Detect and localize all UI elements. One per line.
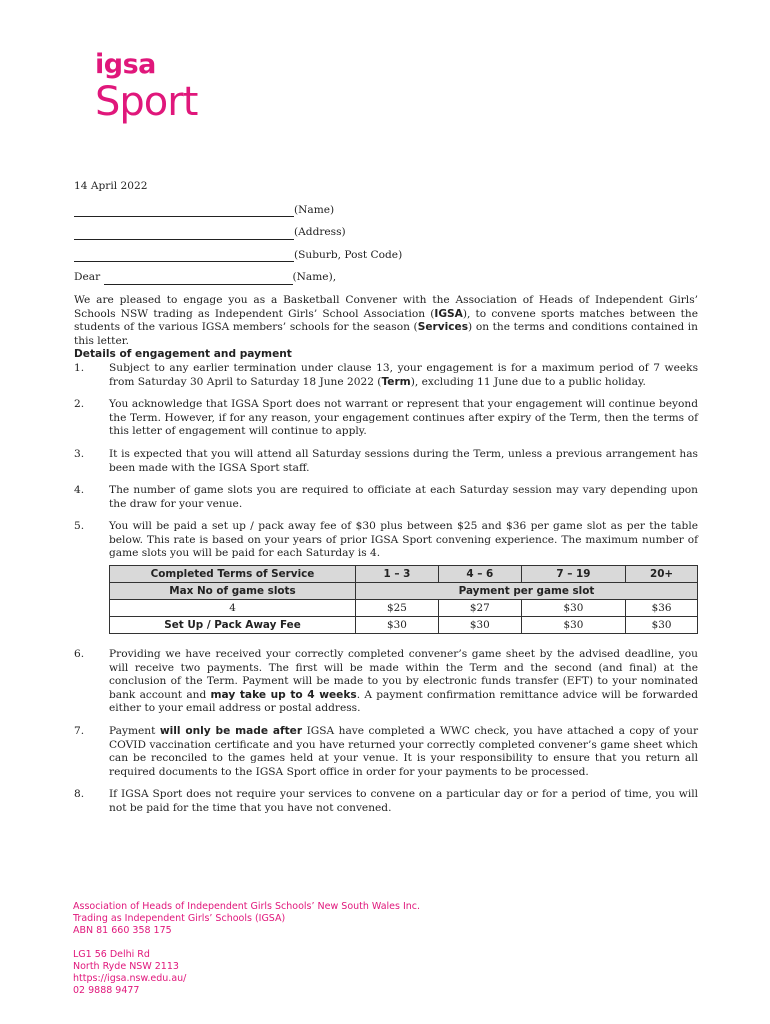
- salutation-name-label: (Name),: [292, 271, 337, 284]
- logo-sport: Sport: [95, 79, 198, 125]
- blank-line: [74, 205, 294, 217]
- address-field: [74, 226, 698, 240]
- letter-body: [74, 180, 698, 825]
- footer-phone: 02 9888 9477: [73, 985, 140, 996]
- table-row: 4 $25 $27 $30 $36: [110, 600, 698, 617]
- name-field-label: (Name): [294, 203, 335, 216]
- clause-5: 5. You will be paid a set up / pack away fee of $30 plus between $25 and $36 per game slot as per the table below. This rate is based on your years of prior IGSA Sport convening experience. The maximum number of game slots you will be paid for each Saturday is 4.: [74, 520, 698, 560]
- clause-2: 2. You acknowledge that IGSA Sport does not warrant or represent that your engagement will continue beyond the Term. However, if for any reason, your engagement continues after expiry of the Term, then the terms of this letter of engagement will continue to apply.: [74, 398, 698, 438]
- clause-6: 6. Providing we have received your correctly completed convener’s game sheet by the advised deadline, you will receive two payments. The first will be made within the Term and the second (and final) at the conclusion of the Term. Payment will be made to you by electronic funds transfer (EFT) to your nominated bank account and may take up to 4 weeks. A payment confirmation remittance advice will be forwarded either to your email address or postal address.: [74, 648, 698, 715]
- clause-7: 7. Payment will only be made after IGSA have completed a WWC check, you have attached a copy of your COVID vaccination certificate and you have returned your correctly completed convener’s game sheet which can be reconciled to the games held at your venue. It is your responsibility to ensure that you return all required documents to the IGSA Sport office in order for your payments to be processed.: [74, 725, 699, 778]
- name-field: [74, 204, 698, 218]
- footer-abn: ABN 81 660 358 175: [73, 925, 172, 936]
- footer-website-link[interactable]: https://igsa.nsw.edu.au/: [73, 973, 187, 984]
- logo-igsa: igsa: [95, 49, 156, 80]
- footer-trading-as: Trading as Independent Girls’ Schools (IGSA): [73, 913, 286, 924]
- blank-line: [104, 273, 293, 285]
- footer-address-suburb: North Ryde NSW 2113: [73, 961, 179, 972]
- payment-rate-table: [109, 565, 698, 634]
- footer-org-name: Association of Heads of Independent Girls Schools’ New South Wales Inc.: [73, 901, 421, 912]
- letterhead-footer: [73, 901, 420, 997]
- intro-paragraph: We are pleased to engage you as a Basketball Convener with the Association of Heads of Independent Girls’ Schools NSW trading as Independent Girls’ School Association (IGSA), to convene sports matches between the students of the various IGSA members’ schools for the season (Services) on the terms and conditions contained in this letter.: [74, 293, 698, 347]
- table-row: Set Up / Pack Away Fee $30 $30 $30 $30: [110, 617, 698, 634]
- table-row: Max No of game slots Payment per game slot: [110, 583, 698, 600]
- suburb-field: [74, 249, 698, 263]
- address-field-label: (Address): [294, 226, 346, 239]
- blank-line: [74, 228, 294, 240]
- salutation: [74, 271, 698, 285]
- table-row: Completed Terms of Service 1 – 3 4 – 6 7 – 19 20+: [110, 566, 698, 583]
- clause-1: 1. Subject to any earlier termination under clause 13, your engagement is for a maximum period of 7 weeks from Saturday 30 April to Saturday 18 June 2022 (Term), excluding 11 June due to a public holiday.: [74, 361, 698, 388]
- salutation-dear: Dear: [74, 271, 101, 284]
- igsa-sport-logo: [95, 50, 197, 124]
- clause-8: 8. If IGSA Sport does not require your services to convene on a particular day or for a period of time, you will not be paid for the time that you have not convened.: [74, 788, 698, 814]
- section-heading: Details of engagement and payment: [74, 348, 292, 361]
- letter-date: 14 April 2022: [74, 180, 148, 192]
- clause-3: 3. It is expected that you will attend all Saturday sessions during the Term, unless a previous arrangement has been made with the IGSA Sport staff.: [74, 447, 698, 474]
- footer-address-street: LG1 56 Delhi Rd: [73, 949, 150, 960]
- suburb-field-label: (Suburb, Post Code): [294, 248, 403, 261]
- blank-line: [74, 250, 294, 262]
- clause-4: 4. The number of game slots you are required to officiate at each Saturday session may vary depending upon the draw for your venue.: [74, 484, 698, 510]
